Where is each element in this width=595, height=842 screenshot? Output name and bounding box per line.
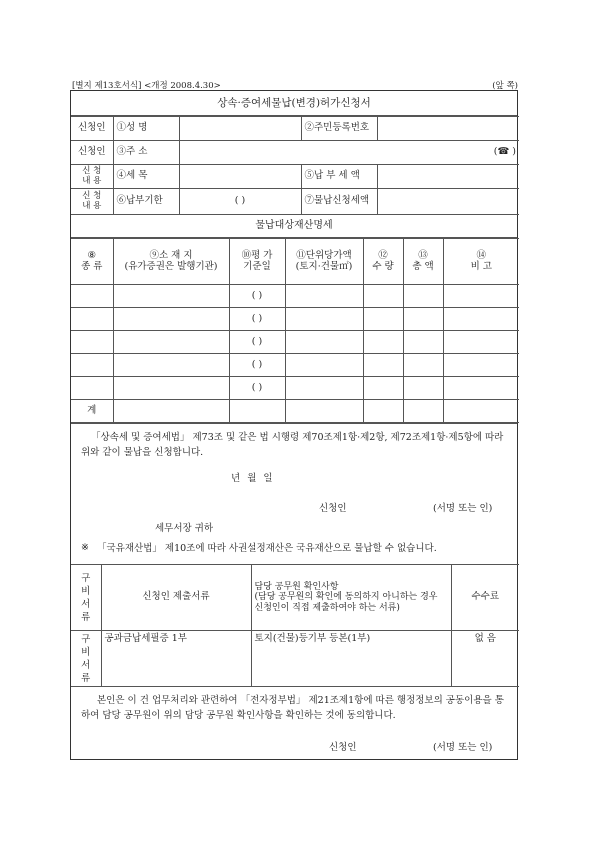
declaration-applicant: 신청인 — [319, 503, 347, 514]
col-type: ⑧ 종 류 — [71, 239, 113, 285]
col-location: ⑨소 재 지 (유가증권은 발행기관) — [113, 239, 229, 285]
property-row — [71, 377, 519, 400]
property-row — [71, 331, 519, 354]
application-label-2: 신 청 내 용 — [71, 189, 113, 215]
check-header: 담당 공무원 확인사항 (담당 공무원의 확인에 동의하지 아니하는 경우 신청인이 직접 제출하여야 하는 서류) — [251, 565, 451, 631]
note-text: 「국유재산법」 제10조에 따라 사권설정재산은 국유재산으로 물납할 수 없습니다. — [97, 543, 437, 554]
apply-amount-field[interactable] — [377, 189, 519, 215]
name-label: ①성 명 — [113, 117, 179, 141]
tax-amount-label: ⑤납 부 세 액 — [301, 165, 377, 189]
note-mark: ※ — [81, 542, 89, 553]
declaration-text: 「상속세 및 증여세법」 제73조 및 같은 법 시행령 제70조제1항·제2항, 제72조제1항·제5항에 따라 위와 같이 물납을 신청합니다. — [81, 432, 504, 458]
declaration-section — [71, 423, 517, 564]
submit-header: 신청인 제출서류 — [101, 565, 251, 631]
col-remarks: ⑭ 비 고 — [443, 239, 519, 285]
applicant-label-2: 신청인 — [71, 141, 113, 165]
page-side: (앞 쪽) — [492, 81, 518, 91]
application-form — [70, 90, 518, 760]
declaration-sign[interactable]: (서명 또는 인) — [433, 503, 493, 514]
col-total: ⑬ 총 액 — [403, 239, 443, 285]
property-row — [71, 354, 519, 377]
consent-text: 본인은 이 건 업무처리와 관련하여 「전자정부법」 제21조제1항에 따른 행정정보의 공동이용을 통하여 담당 공무원이 위의 담당 공무원 확인사항을 확인하는 것에 동의합니다. — [81, 695, 504, 721]
applicant-table — [71, 116, 519, 215]
consent-applicant: 신청인 — [329, 742, 357, 753]
eval-date-cell[interactable]: ( ) — [229, 331, 285, 354]
fee-item: 없 음 — [451, 631, 519, 687]
tax-item-field[interactable] — [179, 165, 301, 189]
phone-label: (☎ ) — [493, 146, 516, 158]
property-section-title: 물납대상재산명세 — [71, 215, 517, 238]
fee-header: 수수료 — [451, 565, 519, 631]
rrn-field[interactable] — [377, 117, 519, 141]
docs-label-2: 구 비 서 류 — [71, 631, 101, 687]
eval-date-cell[interactable]: ( ) — [229, 308, 285, 331]
docs-label: 구 비 서 류 — [71, 565, 101, 631]
name-field[interactable] — [179, 117, 301, 141]
consent-sign[interactable]: (서명 또는 인) — [433, 742, 493, 753]
form-title: 상속·증여세물납(변경)허가신청서 — [71, 91, 517, 116]
submit-item: 공과금납세필증 1부 — [101, 631, 251, 687]
applicant-label: 신청인 — [71, 117, 113, 141]
form-number: [별지 제13호서식] <개정 2008.4.30> — [72, 81, 221, 91]
rrn-label: ②주민등록번호 — [301, 117, 377, 141]
documents-table — [71, 564, 519, 687]
addressee: 세무서장 귀하 — [155, 523, 214, 534]
address-label: ③주 소 — [113, 141, 179, 165]
property-row — [71, 285, 519, 308]
check-item: 토지(건물)등기부 등본(1부) — [251, 631, 451, 687]
apply-amount-label: ⑦물납신청세액 — [301, 189, 377, 215]
address-field[interactable] — [179, 141, 519, 165]
declaration-date[interactable]: 년 월 일 — [231, 473, 273, 484]
eval-date-cell[interactable]: ( ) — [229, 354, 285, 377]
property-table — [71, 238, 519, 423]
eval-date-cell[interactable]: ( ) — [229, 285, 285, 308]
tax-amount-field[interactable] — [377, 165, 519, 189]
col-unit-price: ⑪단위당가액 (토지·건물㎡) — [285, 239, 363, 285]
col-eval-date: ⑩평 가 기준일 — [229, 239, 285, 285]
tax-item-label: ④세 목 — [113, 165, 179, 189]
application-label: 신 청 내 용 — [71, 165, 113, 189]
due-date-field[interactable]: ( ) — [179, 189, 301, 215]
total-label: 계 — [71, 400, 113, 423]
property-total-row — [71, 400, 519, 423]
due-date-label: ⑥납부기한 — [113, 189, 179, 215]
property-header-row — [71, 239, 519, 285]
property-row — [71, 308, 519, 331]
col-quantity: ⑫ 수 량 — [363, 239, 403, 285]
eval-date-cell[interactable]: ( ) — [229, 377, 285, 400]
consent-section — [71, 687, 517, 759]
